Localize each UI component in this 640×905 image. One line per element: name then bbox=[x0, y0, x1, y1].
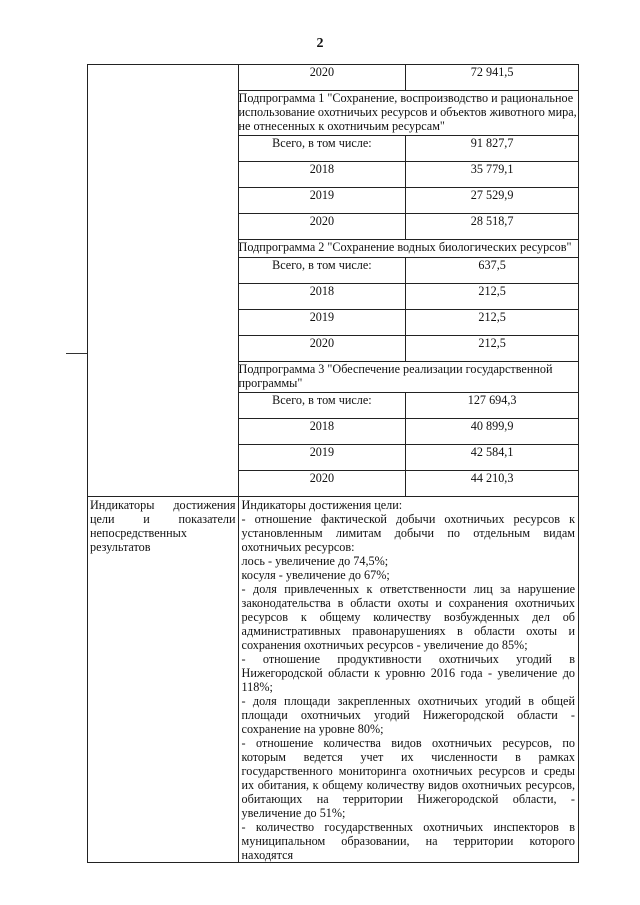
indicators-label bbox=[88, 497, 239, 863]
subprogram-2-title: Подпрограмма 2 "Сохранение водных биологических ресурсов" bbox=[238, 240, 578, 258]
table-row bbox=[88, 65, 579, 91]
total-value-cell: 127 694,3 bbox=[406, 393, 579, 419]
value-cell: 44 210,3 bbox=[406, 471, 579, 497]
year-cell: 2018 bbox=[238, 419, 406, 445]
indicator-item: - отношение количества видов охотничьих ресурсов, по которым ведется учет их численности в рамках государственного мониторинга охотничьих ресурсов и среды их обитания, к общему количеству видов охотничьих ресурсов, обитающих на территории Нижегородской области, - увеличение до 51%; bbox=[241, 736, 575, 820]
value-cell: 27 529,9 bbox=[406, 188, 579, 214]
value-cell: 40 899,9 bbox=[406, 419, 579, 445]
value-cell: 35 779,1 bbox=[406, 162, 579, 188]
value-cell: 72 941,5 bbox=[406, 65, 579, 91]
indicators-row bbox=[88, 497, 579, 863]
total-label-cell: Всего, в том числе: bbox=[238, 393, 406, 419]
year-cell: 2019 bbox=[238, 310, 406, 336]
indicator-item: - количество государственных охотничьих инспекторов в муниципальном образовании, на территории которого находятся bbox=[241, 820, 575, 862]
total-label-cell: Всего, в том числе: bbox=[238, 258, 406, 284]
year-cell: 2018 bbox=[238, 284, 406, 310]
passport-table bbox=[87, 64, 579, 863]
total-value-cell: 91 827,7 bbox=[406, 136, 579, 162]
year-cell: 2019 bbox=[238, 445, 406, 471]
year-cell: 2018 bbox=[238, 162, 406, 188]
value-cell: 212,5 bbox=[406, 284, 579, 310]
year-cell: 2020 bbox=[238, 336, 406, 362]
subprogram-3-title: Подпрограмма 3 "Обеспечение реализации государственной программы" bbox=[238, 362, 578, 393]
value-cell: 212,5 bbox=[406, 336, 579, 362]
indicator-item: лось - увеличение до 74,5%; bbox=[241, 554, 389, 568]
indicators-label-text: Индикаторы достижения цели и показатели непосредственных результатов bbox=[90, 498, 236, 554]
value-cell: 42 584,1 bbox=[406, 445, 579, 471]
total-label-cell: Всего, в том числе: bbox=[238, 136, 406, 162]
value-cell: 28 518,7 bbox=[406, 214, 579, 240]
total-value-cell: 637,5 bbox=[406, 258, 579, 284]
year-cell: 2019 bbox=[238, 188, 406, 214]
indicators-content bbox=[238, 497, 578, 863]
margin-dash bbox=[66, 353, 88, 354]
indicator-item: - отношение продуктивности охотничьих угодий в Нижегородской области к уровню 2016 года - увеличение до 118%; bbox=[241, 652, 575, 694]
empty-left-cell bbox=[88, 65, 239, 497]
year-cell: 2020 bbox=[238, 471, 406, 497]
year-cell: 2020 bbox=[238, 214, 406, 240]
value-cell: 212,5 bbox=[406, 310, 579, 336]
indicator-item: - доля привлеченных к ответственности лиц за нарушение законодательства в области охоты и сохранения охотничьих ресурсов к общему количеству возбужденных дел об административных правонарушениях в области охоты и сохранения охотничьих ресурсов - увеличение до 85%; bbox=[241, 582, 575, 652]
year-cell: 2020 bbox=[238, 65, 406, 91]
subprogram-1-title: Подпрограмма 1 "Сохранение, воспроизводство и рациональное использование охотничьих ресурсов и объектов животного мира, не отнесенных к охотничьим ресурсам" bbox=[238, 91, 578, 136]
page-number: 2 bbox=[316, 36, 324, 51]
indicators-heading: Индикаторы достижения цели: bbox=[241, 498, 403, 512]
indicator-item: - отношение фактической добычи охотничьих ресурсов к установленным лимитам добычи по отдельным видам охотничьих ресурсов: bbox=[241, 512, 575, 554]
indicator-item: - доля площади закрепленных охотничьих угодий в общей площади охотничьих угодий Нижегородской области - сохранение на уровне 80%; bbox=[241, 694, 575, 736]
indicator-item: косуля - увеличение до 67%; bbox=[241, 568, 390, 582]
